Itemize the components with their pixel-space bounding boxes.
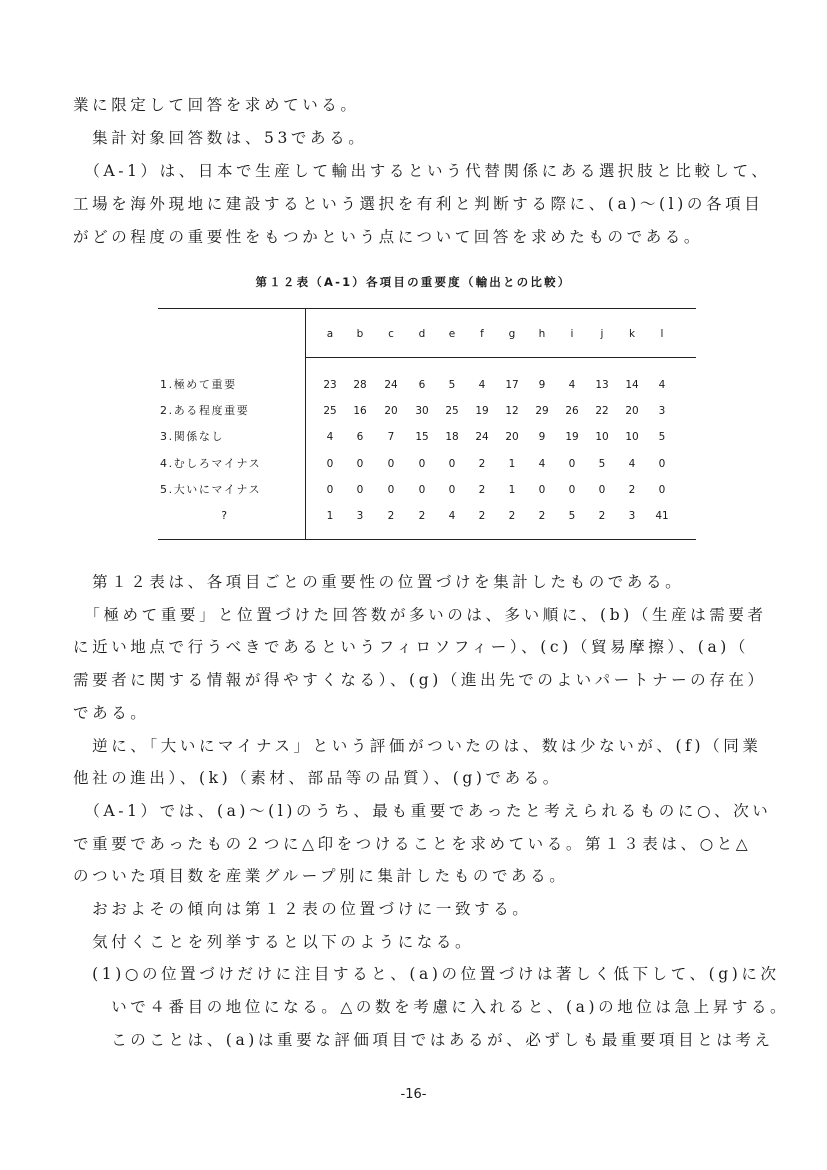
- column-header: h: [538, 328, 546, 340]
- table-cell: 0: [598, 484, 606, 496]
- column-header: b: [356, 328, 364, 340]
- table-cell: 1: [326, 510, 334, 522]
- table-divider: [305, 308, 306, 539]
- table-cell: 1: [508, 458, 516, 470]
- text-line: （A-1）は、日本で生産して輸出するという代替関係にある選択肢と比較して、: [73, 162, 771, 180]
- text-line: (1)○の位置づけだけに注目すると、(a)の位置づけは著しく低下して、(g)に次: [73, 965, 780, 984]
- table-cell: 0: [418, 458, 426, 470]
- table-cell: 4: [538, 458, 546, 470]
- column-header: l: [660, 328, 664, 340]
- table-cell: 3: [658, 405, 666, 417]
- text-line: がどの程度の重要性をもつかという点について回答を求めたものである。: [73, 228, 703, 246]
- column-header: i: [570, 328, 574, 340]
- table-cell: 1: [508, 484, 516, 496]
- table-cell: 41: [655, 510, 669, 522]
- table-cell: 2: [598, 510, 606, 522]
- table-cell: 2: [387, 510, 395, 522]
- table-cell: 22: [595, 405, 609, 417]
- table-cell: 2: [478, 458, 486, 470]
- text-line: で重要であったもの２つに△印をつけることを求めている。第１３表は、○と△: [73, 834, 752, 853]
- table-cell: 4: [568, 379, 576, 391]
- table-cell: 2: [628, 484, 636, 496]
- table-cell: 4: [478, 379, 486, 391]
- table-cell: 29: [535, 405, 549, 417]
- table-cell: 0: [568, 484, 576, 496]
- table-cell: 20: [625, 405, 639, 417]
- text-line: おおよその傾向は第１２表の位置づけに一致する。: [73, 900, 532, 918]
- column-header: k: [628, 328, 636, 340]
- table-cell: 0: [538, 484, 546, 496]
- table-cell: 2: [418, 510, 426, 522]
- table-cell: 0: [326, 458, 334, 470]
- table-top-rule: [158, 308, 696, 309]
- table-cell: 13: [595, 379, 609, 391]
- table-cell: 10: [625, 431, 639, 443]
- table-cell: 0: [448, 484, 456, 496]
- table-cell: 15: [415, 431, 429, 443]
- table-cell: 18: [445, 431, 459, 443]
- table-cell: 24: [475, 431, 489, 443]
- table-cell: 6: [418, 379, 426, 391]
- table-caption: 第１２表（A-1）各項目の重要度（輸出との比較）: [255, 275, 572, 289]
- text-line: 逆に、「大いにマイナス」という評価がついたのは、数は少ないが、(f)（同業: [73, 736, 762, 755]
- text-line: に近い地点で行うべきであるというフィロソフィー）、(c)（貿易摩擦）、(a)（: [73, 638, 750, 657]
- table-cell: 28: [353, 379, 367, 391]
- table-cell: 14: [625, 379, 639, 391]
- table-header-rule: [306, 357, 696, 358]
- table-cell: 0: [658, 484, 666, 496]
- table-cell: 4: [326, 431, 334, 443]
- text-line: 気付くことを列挙すると以下のようになる。: [73, 932, 475, 951]
- table-cell: 19: [475, 405, 489, 417]
- table-cell: 12: [505, 405, 519, 417]
- table-cell: 9: [538, 379, 546, 391]
- table-cell: 19: [565, 431, 579, 443]
- table-cell: 3: [356, 510, 364, 522]
- row-label: 1.極めて重要: [160, 378, 237, 391]
- row-label: ?: [221, 509, 229, 522]
- table-cell: 4: [448, 510, 456, 522]
- table-cell: 2: [538, 510, 546, 522]
- table-cell: 20: [384, 405, 398, 417]
- table-cell: 25: [323, 405, 337, 417]
- table-cell: 9: [538, 431, 546, 443]
- table-cell: 0: [418, 484, 426, 496]
- table-cell: 5: [598, 458, 606, 470]
- table-cell: 24: [384, 379, 398, 391]
- table-cell: 6: [356, 431, 364, 443]
- table-cell: 0: [326, 484, 334, 496]
- column-header: c: [388, 328, 394, 340]
- column-header: e: [448, 328, 456, 340]
- table-cell: 16: [353, 405, 367, 417]
- table-cell: 0: [356, 484, 364, 496]
- table-cell: 26: [565, 405, 579, 417]
- text-line: 他社の進出）、(k)（素材、部品等の品質）、(g)である。: [73, 769, 562, 788]
- column-header: f: [480, 328, 484, 340]
- table-cell: 0: [568, 458, 576, 470]
- column-header: a: [326, 328, 334, 340]
- row-label: 4.むしろマイナス: [160, 457, 262, 470]
- table-cell: 5: [448, 379, 456, 391]
- text-line: いで４番目の地位になる。△の数を考慮に入れると、(a)の地位は急上昇する。: [73, 998, 790, 1017]
- table-cell: 5: [658, 431, 666, 443]
- table-cell: 30: [415, 405, 429, 417]
- table-cell: 3: [628, 510, 636, 522]
- text-line: 業に限定して回答を求めている。: [73, 96, 360, 114]
- row-label: 2.ある程度重要: [160, 404, 250, 417]
- table-cell: 17: [505, 379, 519, 391]
- table-cell: 20: [505, 431, 519, 443]
- text-line: 「極めて重要」と位置づけた回答数が多いのは、多い順に、(b)（生産は需要者: [73, 605, 767, 624]
- text-line: （A-1）では、(a)～(l)のうち、最も重要であったと考えられるものに○、次い: [73, 801, 772, 820]
- table-bottom-rule: [158, 539, 696, 540]
- table-cell: 2: [508, 510, 516, 522]
- table-cell: 2: [478, 510, 486, 522]
- text-line: である。: [73, 703, 150, 722]
- table-cell: 2: [478, 484, 486, 496]
- column-header: j: [600, 328, 604, 340]
- text-line: 集計対象回答数は、53である。: [73, 129, 368, 147]
- table-cell: 10: [595, 431, 609, 443]
- row-label: 5.大いにマイナス: [160, 483, 262, 496]
- text-line: のついた項目数を産業グループ別に集計したものである。: [73, 867, 569, 886]
- table-cell: 0: [658, 458, 666, 470]
- table-cell: 0: [387, 484, 395, 496]
- table-cell: 0: [387, 458, 395, 470]
- table-cell: 25: [445, 405, 459, 417]
- table-cell: 5: [568, 510, 576, 522]
- page-number: -16-: [400, 1087, 427, 1102]
- table-cell: 4: [628, 458, 636, 470]
- table-cell: 7: [387, 431, 395, 443]
- text-line: このことは、(a)は重要な評価項目ではあるが、必ずしも最重要項目とは考え: [73, 1030, 774, 1049]
- column-header: d: [418, 328, 426, 340]
- table-cell: 0: [448, 458, 456, 470]
- table-cell: 0: [356, 458, 364, 470]
- table-cell: 23: [323, 379, 337, 391]
- column-header: g: [508, 328, 516, 340]
- text-line: 工場を海外現地に建設するという選択を有利と判断する際に、(a)～(l)の各項目: [73, 195, 764, 213]
- row-label: 3.関係なし: [160, 430, 225, 443]
- text-line: 需要者に関する情報が得やすくなる）、(g)（進出先でのよいパートナーの存在）: [73, 671, 767, 690]
- table-cell: 4: [658, 379, 666, 391]
- text-line: 第１２表は、各項目ごとの重要性の位置づけを集計したものである。: [73, 573, 685, 591]
